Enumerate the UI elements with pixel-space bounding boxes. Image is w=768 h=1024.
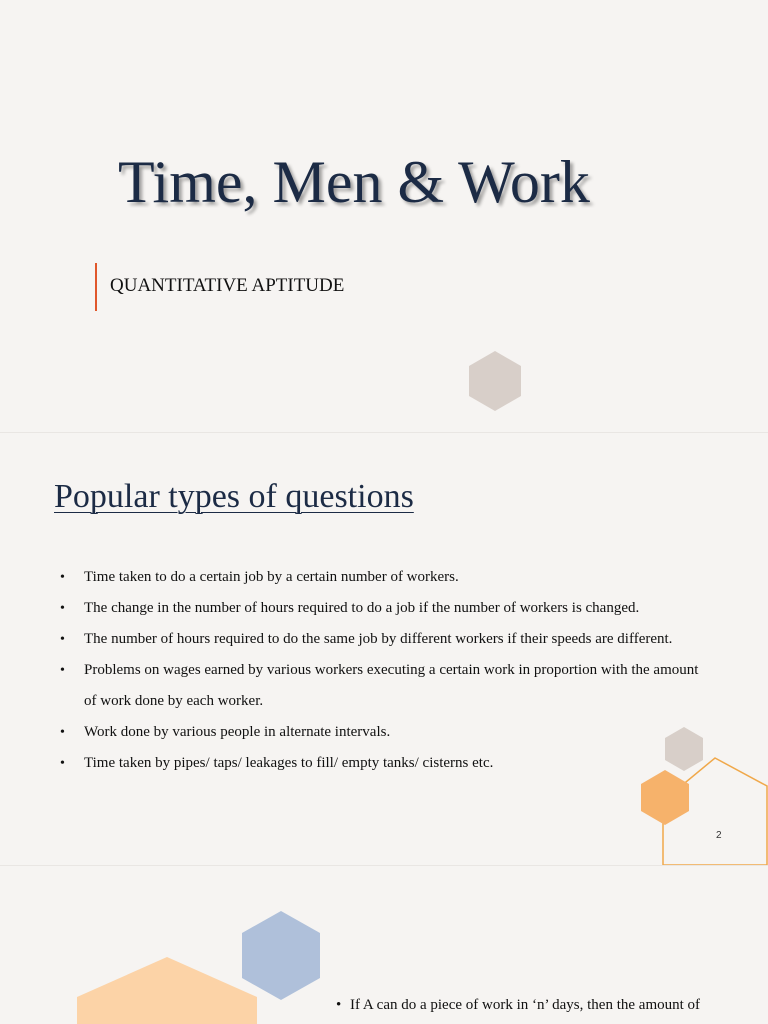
bullet-list <box>60 562 700 779</box>
content-slide-partial <box>0 866 768 1024</box>
list-item <box>60 748 700 779</box>
decorative-hexagon-peach <box>76 957 258 1024</box>
bullet-text: Time taken by pipes/ taps/ leakages to fill/ empty tanks/ cisterns etc. <box>84 755 494 771</box>
bullet-text: If A can do a piece of work in ‘n’ days, then the amount of <box>350 997 701 1013</box>
accent-bar <box>95 263 97 311</box>
bullet-icon: • <box>336 997 342 1013</box>
bullet-text: Time taken to do a certain job by a certain number of workers. <box>84 569 459 585</box>
bullet-icon: • <box>60 756 65 771</box>
bullet-text: Problems on wages earned by various workers executing a certain work in proportion with the amount of work done by each worker. <box>84 662 699 709</box>
bullet-text: The change in the number of hours required to do a job if the number of workers is changed. <box>84 600 640 616</box>
slide-subtitle: QUANTITATIVE APTITUDE <box>110 275 345 296</box>
bullet-icon: • <box>60 725 65 740</box>
bullet-text: Work done by various people in alternate intervals. <box>84 724 391 740</box>
list-item <box>60 717 700 748</box>
decorative-hexagon-orange <box>640 770 690 825</box>
list-item <box>60 593 700 624</box>
list-item <box>60 562 700 593</box>
slide-title: Time, Men & Work <box>118 149 590 215</box>
decorative-hexagon-taupe <box>468 351 522 411</box>
page-number: 2 <box>716 830 722 841</box>
content-slide <box>0 433 768 865</box>
list-item <box>60 624 700 655</box>
decorative-hexagon-taupe-small <box>664 727 704 771</box>
bullet-icon: • <box>60 570 65 585</box>
list-item <box>336 997 756 1014</box>
bullet-icon: • <box>60 601 65 616</box>
bullet-icon: • <box>60 663 65 678</box>
title-slide <box>0 0 768 432</box>
list-item <box>60 655 700 717</box>
bullet-icon: • <box>60 632 65 647</box>
slide-heading: Popular types of questions <box>54 478 414 515</box>
bullet-text: The number of hours required to do the same job by different workers if their speeds are different. <box>84 631 673 647</box>
